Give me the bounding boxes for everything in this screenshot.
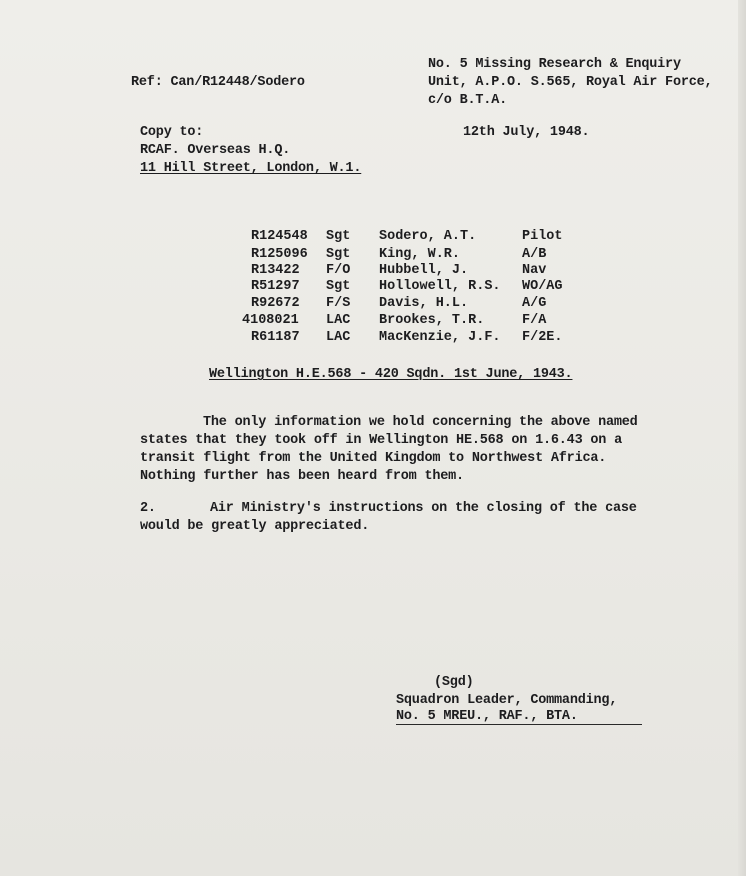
crew-name: Hubbell, J. xyxy=(379,263,469,278)
paragraph-1-line-3: transit flight from the United Kingdom to Northwest Africa. xyxy=(140,451,607,466)
crew-role: F/2E. xyxy=(522,330,563,345)
signature-underline xyxy=(396,724,642,725)
crew-name: King, W.R. xyxy=(379,247,461,262)
paper-edge xyxy=(738,0,746,876)
crew-name: Davis, H.L. xyxy=(379,296,469,311)
paragraph-2-number: 2. xyxy=(140,501,156,516)
signature-unit: No. 5 MREU., RAF., BTA. xyxy=(396,709,578,724)
rank: LAC xyxy=(326,313,351,328)
rank: LAC xyxy=(326,330,351,345)
service-number: R13422 xyxy=(251,263,300,278)
signature-sgd: (Sgd) xyxy=(434,675,474,690)
crew-name: Brookes, T.R. xyxy=(379,313,485,328)
unit-address-line-1: No. 5 Missing Research & Enquiry xyxy=(428,57,681,72)
crew-row xyxy=(0,278,746,296)
rank: F/O xyxy=(326,263,351,278)
crew-role: Pilot xyxy=(522,229,563,244)
service-number: R124548 xyxy=(251,229,308,244)
paragraph-1-line-4: Nothing further has been heard from them. xyxy=(140,469,464,484)
paragraph-1-line-2: states that they took off in Wellington HE.568 on 1.6.43 on a xyxy=(140,433,622,448)
reference-number: Ref: Can/R12448/Sodero xyxy=(131,75,305,90)
crew-name: MacKenzie, J.F. xyxy=(379,330,501,345)
paragraph-1-line-1: The only information we hold concerning the above named xyxy=(203,415,638,430)
service-number: R51297 xyxy=(251,279,300,294)
rank: Sgt xyxy=(326,279,351,294)
copy-to-label: Copy to: xyxy=(140,125,204,140)
crew-row xyxy=(0,329,746,347)
crew-name: Sodero, A.T. xyxy=(379,229,477,244)
copy-to-line-1: RCAF. Overseas H.Q. xyxy=(140,143,291,158)
unit-address-line-3: c/o B.T.A. xyxy=(428,93,508,108)
rank: Sgt xyxy=(326,229,351,244)
unit-address-line-2: Unit, A.P.O. S.565, Royal Air Force, xyxy=(428,75,713,90)
service-number: R61187 xyxy=(251,330,300,345)
crew-role: F/A xyxy=(522,313,547,328)
subject-line: Wellington H.E.568 - 420 Sqdn. 1st June, 1943. xyxy=(209,367,573,382)
crew-row xyxy=(0,312,746,330)
crew-role: WO/AG xyxy=(522,279,563,294)
letter-date: 12th July, 1948. xyxy=(463,125,590,140)
service-number: R92672 xyxy=(251,296,300,311)
rank: F/S xyxy=(326,296,351,311)
service-number: R125096 xyxy=(251,247,308,262)
crew-role: A/G xyxy=(522,296,547,311)
signature-title: Squadron Leader, Commanding, xyxy=(396,693,618,708)
paragraph-2-line-2: would be greatly appreciated. xyxy=(140,519,370,534)
rank: Sgt xyxy=(326,247,351,262)
copy-to-line-2: 11 Hill Street, London, W.1. xyxy=(140,161,362,176)
crew-role: Nav xyxy=(522,263,547,278)
crew-row xyxy=(0,295,746,313)
paragraph-2-line-1: Air Ministry's instructions on the closing of the case xyxy=(210,501,637,516)
service-number: 4108021 xyxy=(242,313,299,328)
crew-row xyxy=(0,228,746,246)
crew-role: A/B xyxy=(522,247,547,262)
crew-name: Hollowell, R.S. xyxy=(379,279,501,294)
